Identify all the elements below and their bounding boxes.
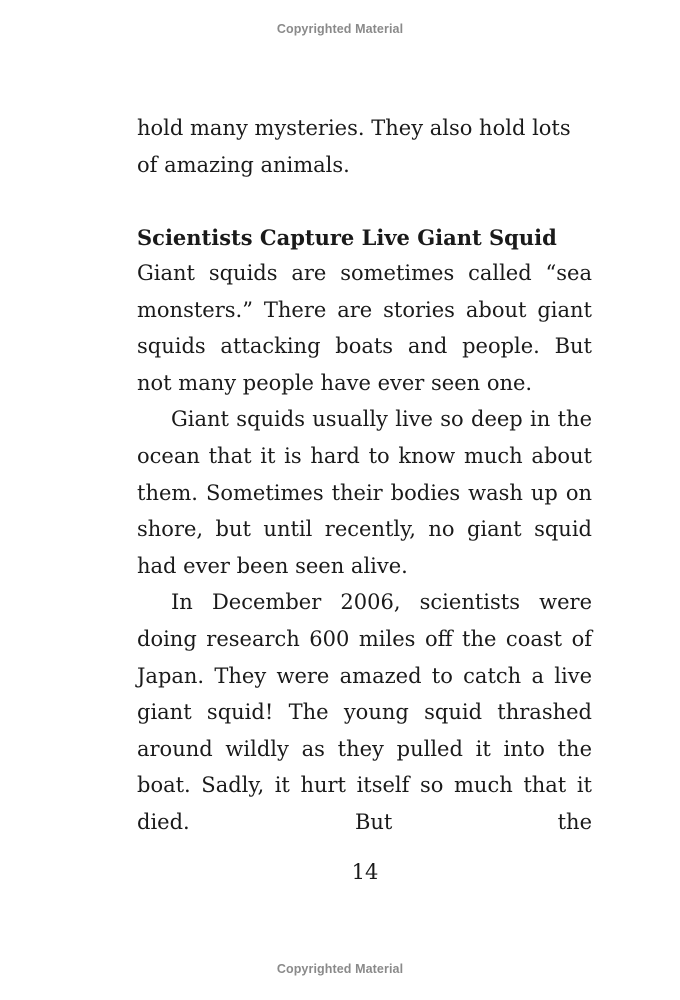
copyright-watermark-top: Copyrighted Material	[276, 22, 404, 36]
paragraph-2: Giant squids usually live so deep in the ocean that it is hard to know much about them. Sometimes their bodies wash up on shore, but until recently, no giant squid had ever been seen alive.	[137, 407, 592, 578]
intro-paragraph	[137, 110, 592, 183]
paragraph-1: Giant squids are sometimes called “sea monsters.” There are stories about giant squids attacking boats and people. But not many people have ever seen one.	[137, 261, 592, 395]
body-text	[137, 255, 592, 841]
section-heading: Scientists Capture Live Giant Squid	[137, 225, 557, 250]
paragraph-3: In December 2006, scientists were doing research 600 miles off the coast of Japan. They were amazed to catch a live giant squid! The young squid thrashed around wildly as they pulled it into the boat. Sadly, it hurt itself so much that it died. But the	[137, 590, 592, 834]
intro-paragraph-text: hold many mysteries. They also hold lots of amazing animals.	[137, 116, 571, 177]
page-number: 14	[351, 860, 379, 884]
copyright-watermark-bottom: Copyrighted Material	[276, 962, 404, 976]
